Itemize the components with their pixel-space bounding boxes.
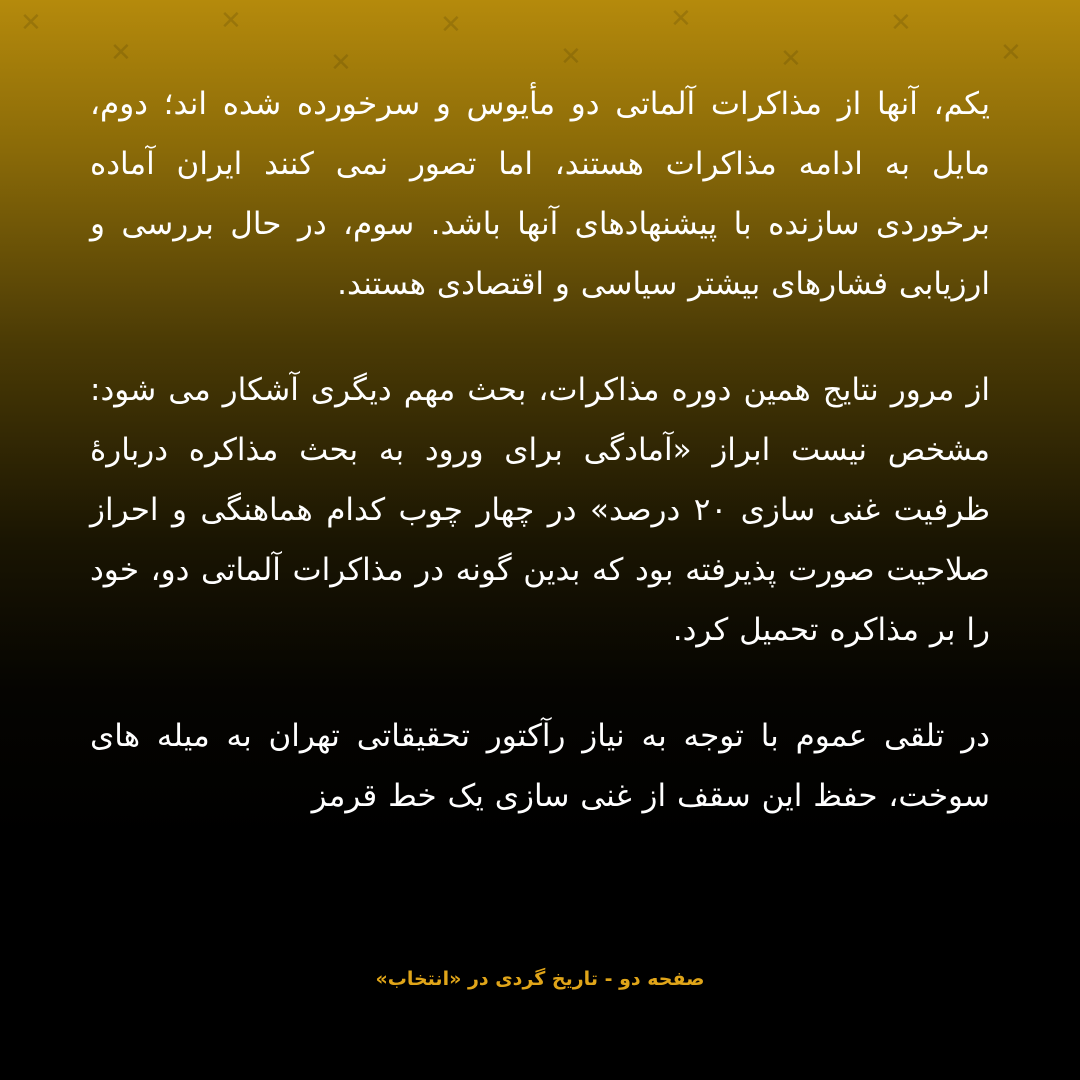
footer-caption: صفحه دو - تاریخ گردی در «انتخاب» bbox=[375, 968, 705, 990]
background-pattern: ✕ ✕ ✕ ✕ ✕ ✕ ✕ ✕ ✕ ✕ bbox=[20, 4, 1022, 78]
paragraph-2: از مرور نتایج همین دوره مذاکرات، بحث مهم دیگری آشکار می شود: مشخص نیست ابراز «آمادگی برای ورود به بحث مذاکره دربارۀ ظرفیت غنی سازی ۲۰ درصد» در چهار چوب کدام هماهنگی و احراز صلاحیت صورت پذیرفته بود که بدین گونه در مذاکرات آلماتی دو، خود را بر مذاکره تحمیل کرد. bbox=[90, 372, 990, 648]
paragraph-1: یکم، آنها از مذاکرات آلماتی دو مأیوس و سرخورده شده اند؛ دوم، مایل به ادامه مذاکرات هستند، اما تصور نمی کنند ایران آماده برخوردی سازنده با پیشنهادهای آنها باشد. سوم، در حال بررسی و ارزیابی فشارهای بیشتر سیاسی و اقتصادی هستند. bbox=[90, 86, 990, 302]
paragraph-3: در تلقی عموم با توجه به نیاز رآکتور تحقیقاتی تهران به میله های سوخت، حفظ این سقف از غنی سازی یک خط قرمز bbox=[90, 718, 990, 814]
article-body bbox=[90, 74, 990, 872]
